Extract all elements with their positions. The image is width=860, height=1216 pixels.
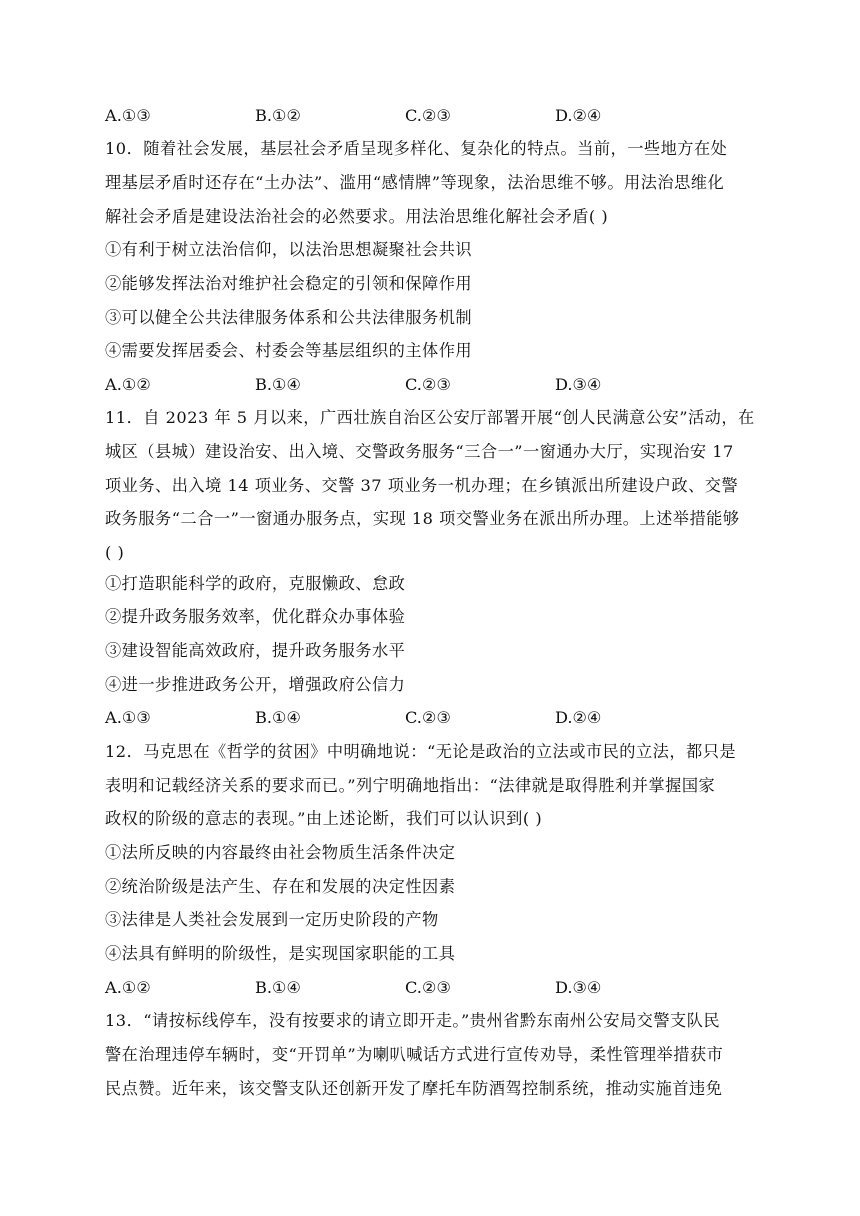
- option-a: A.①②: [105, 375, 151, 394]
- option-d: D.③④: [555, 375, 602, 394]
- option-b: B.①④: [255, 978, 302, 997]
- q10-stem-line: 理基层矛盾时还存在“土办法”、滥用“感情牌”等现象，法治思维不够。用法治思维化: [105, 173, 725, 192]
- option-b: B.①②: [255, 106, 302, 125]
- option-d: D.②④: [555, 708, 602, 727]
- q10-statement: ③可以健全公共法律服务体系和公共法律服务机制: [105, 308, 473, 327]
- q13-stem-line: 13．“请按标线停车，没有按要求的请立即开走。”贵州省黔东南州公安局交警支队民: [105, 1011, 721, 1030]
- option-d: D.③④: [555, 978, 602, 997]
- q12-statement: ①法所反映的内容最终由社会物质生活条件决定: [105, 843, 456, 862]
- q12-stem-line: 表明和记载经济关系的要求而已。”列宁明确地指出：“法律就是取得胜利并掌握国家: [105, 776, 716, 795]
- option-c: C.②③: [405, 708, 451, 727]
- q11-statement: ②提升政务服务效率，优化群众办事体验: [105, 607, 406, 626]
- option-c: C.②③: [405, 375, 451, 394]
- q11-statement: ①打造职能科学的政府，克服懒政、怠政: [105, 574, 406, 593]
- q12-stem-line: 政权的阶级的意志的表现。”由上述论断，我们可以认识到( ): [105, 809, 543, 828]
- q11-stem-line: 项业务、出入境 14 项业务、交警 37 项业务一机办理；在乡镇派出所建设户政、交警: [105, 476, 739, 495]
- q10-statement: ①有利于树立法治信仰，以法治思想凝聚社会共识: [105, 240, 473, 259]
- option-d: D.②④: [555, 106, 602, 125]
- q10-stem-line: 10．随着社会发展，基层社会矛盾呈现多样化、复杂化的特点。当前，一些地方在处: [105, 139, 728, 158]
- q12-stem-line: 12．马克思在《哲学的贫困》中明确地说：“无论是政治的立法或市民的立法，都只是: [105, 742, 737, 761]
- q10-stem-line: 解社会矛盾是建设法治社会的必然要求。用法治思维化解社会矛盾( ): [105, 207, 609, 226]
- q11-statement: ④进一步推进政务公开，增强政府公信力: [105, 675, 406, 694]
- q12-statement: ②统治阶级是法产生、存在和发展的决定性因素: [105, 877, 456, 896]
- option-a: A.①②: [105, 978, 151, 997]
- q10-statement: ④需要发挥居委会、村委会等基层组织的主体作用: [105, 341, 473, 360]
- q11-answer-blank: ( ): [105, 543, 125, 562]
- q11-stem-line: 城区（县城）建设治安、出入境、交警政务服务“三合一”一窗通办大厅，实现治安 17: [105, 442, 734, 461]
- option-a: A.①③: [105, 106, 151, 125]
- q12-statement: ③法律是人类社会发展到一定历史阶段的产物: [105, 910, 439, 929]
- option-b: B.①④: [255, 375, 302, 394]
- option-b: B.①④: [255, 708, 302, 727]
- q11-statement: ③建设智能高效政府，提升政务服务水平: [105, 641, 406, 660]
- q10-statement: ②能够发挥法治对维护社会稳定的引领和保障作用: [105, 274, 473, 293]
- option-a: A.①③: [105, 708, 151, 727]
- q13-stem-line: 民点赞。近年来，该交警支队还创新开发了摩托车防酒驾控制系统，推动实施首违免: [105, 1079, 723, 1098]
- q11-stem-line: 11．自 2023 年 5 月以来，广西壮族自治区公安厅部署开展“创人民满意公安”活动，在: [105, 408, 755, 427]
- option-c: C.②③: [405, 978, 451, 997]
- q12-statement: ④法具有鲜明的阶级性，是实现国家职能的工具: [105, 944, 456, 963]
- option-c: C.②③: [405, 106, 451, 125]
- q11-stem-line: 政务服务“二合一”一窗通办服务点，实现 18 项交警业务在派出所办理。上述举措能够: [105, 509, 740, 528]
- q13-stem-line: 警在治理违停车辆时，变“开罚单”为喇叭喊话方式进行宣传劝导，柔性管理举措获市: [105, 1045, 724, 1064]
